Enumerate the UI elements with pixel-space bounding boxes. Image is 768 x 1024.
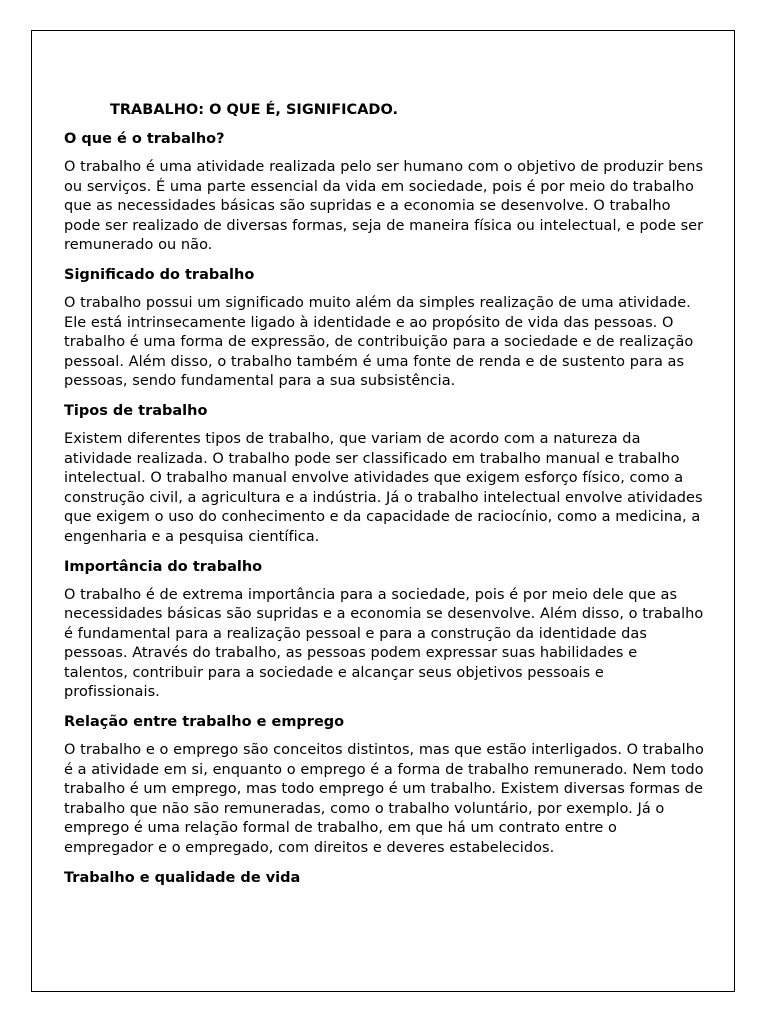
paragraph-types-of-work: Existem diferentes tipos de trabalho, que variam de acordo com a natureza da atividade realizada. O trabalho pode ser classificado em trabalho manual e trabalho intelectual. O trabalho manual envolve atividades que exigem esforço físico, como a construção civil, a agricultura e a indústria. Já o trabalho intelectual envolve atividades que exigem o uso do conhecimento e da capacidade de raciocínio, como a medicina, a engenharia e a pesquisa científica. [64, 430, 703, 545]
paragraph-importance-of-work: O trabalho é de extrema importância para a sociedade, pois é por meio dele que as necessidades básicas são supridas e a economia se desenvolve. Além disso, o trabalho é fundamental para a realização pessoal e para a construção da identidade das pessoas. Através do trabalho, as pessoas podem expressar suas habilidades e talentos, contribuir para a sociedade e alcançar seus objetivos pessoais e profissionais. [64, 586, 704, 701]
paragraph-what-is-work: O trabalho é uma atividade realizada pelo ser humano com o objetivo de produzir bens ou serviços. É uma parte essencial da vida em sociedade, pois é por meio do trabalho que as necessidades básicas são supridas e a economia se desenvolve. O trabalho pode ser realizado de diversas formas, seja de maneira física ou intelectual, e pode ser remunerado ou não. [64, 159, 704, 254]
heading-work-and-employment: Relação entre trabalho e emprego [64, 714, 345, 731]
heading-work-and-quality-of-life: Trabalho e qualidade de vida [64, 869, 301, 886]
heading-meaning-of-work: Significado do trabalho [64, 266, 255, 283]
paragraph-meaning-of-work: O trabalho possui um significado muito além da simples realização de uma atividade. Ele está intrinsecamente ligado à identidade e ao propósito de vida das pessoas. O trabalho é uma forma de expressão, de contribuição para a sociedade e de realização pessoal. Além disso, o trabalho também é uma fonte de renda e de sustento para as pessoas, sendo fundamental para a sua subsistência. [64, 294, 694, 390]
heading-importance-of-work: Importância do trabalho [64, 558, 263, 575]
heading-what-is-work: O que é o trabalho? [64, 131, 225, 147]
paragraph-work-and-employment: O trabalho e o emprego são conceitos distintos, mas que estão interligados. O trabalho é a atividade em si, enquanto o emprego é a forma de trabalho remunerado. Nem todo trabalho é um emprego, mas todo emprego é um trabalho. Existem diversas formas de trabalho que não são remuneradas, como o trabalho voluntário, por exemplo. Já o emprego é uma relação formal de trabalho, em que há um contrato entre o empregador e o empregado, com direitos e deveres estabelecidos. [64, 742, 704, 857]
heading-types-of-work: Tipos de trabalho [64, 402, 208, 419]
document-body [64, 100, 704, 897]
document-title: TRABALHO: O QUE É, SIGNIFICADO. [110, 102, 398, 118]
